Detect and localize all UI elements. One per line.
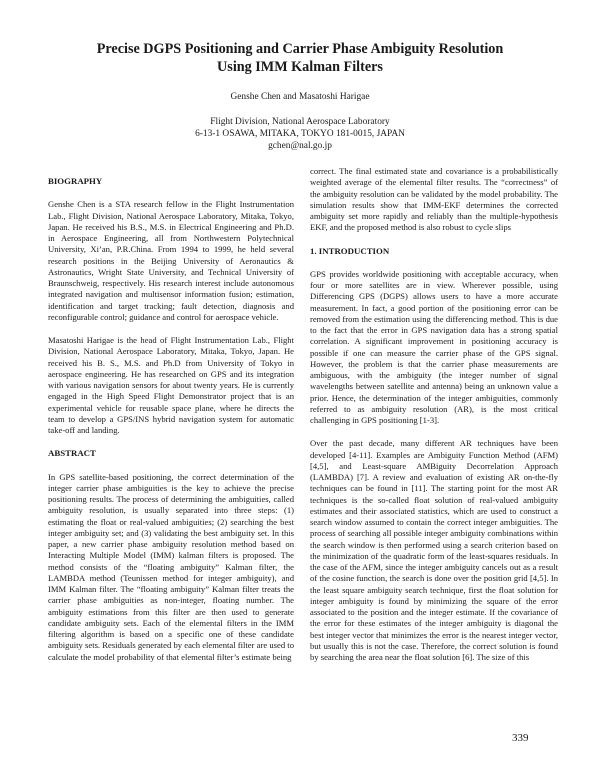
- abstract-heading: ABSTRACT: [48, 448, 96, 459]
- authors: Genshe Chen and Masatoshi Harigae: [230, 92, 370, 102]
- abstract-paragraph-continued: correct. The final estimated state and covariance is a probabilistically weighted average of the elemental filter results. The “correctness” of the ambiguity resolution can be validated by the model probability. The simulation results show that IMM-EKF determines the corrected ambiguity set more rapidly and reliably than the multiple-hypothesis EKF, and the proposed method is also robust to cycle slips: [310, 166, 558, 233]
- biography-paragraph-1: Genshe Chen is a STA research fellow in the Flight Instrumentation Lab., Flight Division, National Aerospace Laboratory, Mitaka, Tokyo, Japan. He received his B.S., M.S. in Electrical Engineering and Ph.D. in Aerospace Engineering, all from Northwestern Polytechnical University, Xi’an, P.R.China. From 1994 to 1999, he held several research positions in the Beijing University of Aeronautics & Astronautics, Wright State University, and Technical University of Braunschweig, respectively. His research interest include autonomous integrated navigation and multisensor information fusion; estimation, identification and target tracking; fault detection, diagnosis and reconfigurable control; guidance and control for aerospace vehicle.: [48, 199, 294, 322]
- introduction-heading: 1. INTRODUCTION: [310, 245, 390, 256]
- left-column: [48, 166, 294, 663]
- page-number: 339: [512, 732, 529, 744]
- abstract-paragraph: In GPS satellite-based positioning, the correct determination of the integer carrier phase ambiguities is the key to achieve the precise positioning results. The process of determining the ambiguities, called ambiguity resolution, is usually separated into three steps: (1) estimating the float or real-valued ambiguities; (2) searching the best integer ambiguity set; and (3) validating the best ambiguity set. In this paper, a new carrier phase ambiguity resolution method based on Interacting Multiple Model (IMM) kalman filters is proposed. The method consists of the “floating ambiguity” Kalman filter, the LAMBDA method (Teunissen method for integer ambiguity), and IMM Kalman filter. The “floating ambiguity” Kalman filter treats the carrier phase ambiguities as non-integer, floating number. The ambiguity estimations from this filter are then used to generate candidate ambiguity sets. Each of the elemental filters in the IMM filtering algorithm is based on a specific one of these candidate ambiguity sets. Residuals generated by each elemental filter are used to calculate the model probability of that elemental filter’s estimate being: [48, 471, 294, 662]
- affiliation: [0, 116, 600, 152]
- title-line-2: Using IMM Kalman Filters: [217, 59, 383, 75]
- biography-paragraph-2: Masatoshi Harigae is the head of Flight Instrumentation Lab., Flight Division, National Aerospace Laboratory, Mitaka, Tokyo, Japan. He received his B. S., M.S. and Ph.D from University of Tokyo in aerospace engineering. He has researched on GPS and its integration with various navigation sensors for about twenty years. He is currently engaged in the High Speed Flight Demonstrator project that is an experimental vehicle for reusable space plane, where he directs the team to develop a GPS/INS hybrid navigation system for automatic take-off and landing.: [48, 335, 294, 435]
- paper-title: [0, 40, 600, 76]
- introduction-paragraph-1: GPS provides worldwide positioning with acceptable accuracy, when four or more satellites are in view. Wherever possible, using Differencing GPS (DGPS) allows users to have a more accurate measurement. In fact, a good portion of the positioning error can be removed from the estimation using the differencing method. This is due to the fact that the error in GPS navigation data has a strong spatial correlation. A significant improvement in positioning accuracy is possible if one can measure the carrier phase of the GPS signal. However, the problem is that the carrier phase measurements are ambiguous, with the ambiguity (the integer number of signal wavelengths between satellite and antenna) being an unknown value a prior. Hence, the determination of the integer ambiguities, commonly referred to as ambiguity resolution (AR), is the most critical challenging in GPS positioning [1-3].: [310, 268, 558, 425]
- biography-heading: BIOGRAPHY: [48, 176, 103, 186]
- introduction-paragraph-2: Over the past decade, many different AR techniques have been developed [4-11]. Examples are Ambiguity Function Method (AFM) [4,5], and Least-square AMBiguity Decorrelation Approach (LAMBDA) [7]. A review and evaluation of existing AR on-the-fly techniques can be found in [11]. The starting point for the most AR techniques is the so-called float solution of real-valued ambiguity estimates and their associated statistics, which are used to construct a search window assumed to contain the correct integer ambiguities. The process of searching all possible integer ambiguity combinations within the search window is then performed using a search criterion based on the minimization of the quadratic form of the least-squares residuals. In the case of the AFM, since the integer ambiguity cancels out as a result of the cosine function, the search is done over the position grid [4,5]. In the least square ambiguity search technique, first the float solution for integer ambiguity is found by minimizing the square of the error associated to the position and the integer estimate. If the covariance of the error for these estimates of the integer ambiguity is diagonal the best integer vector that minimizes the error is the nearest integer vector, but usually this is not the case. Therefore, the correct solution is found by searching the area near the float solution [6]. The size of this: [310, 438, 558, 662]
- affiliation-line-2: 6-13-1 OSAWA, MITAKA, TOKYO 181-0015, JAPAN: [195, 129, 405, 139]
- right-column: [310, 166, 558, 663]
- email: gchen@nal.go.jp: [268, 141, 332, 151]
- title-line-1: Precise DGPS Positioning and Carrier Phase Ambiguity Resolution: [96, 41, 504, 57]
- affiliation-line-1: Flight Division, National Aerospace Laboratory: [210, 117, 390, 127]
